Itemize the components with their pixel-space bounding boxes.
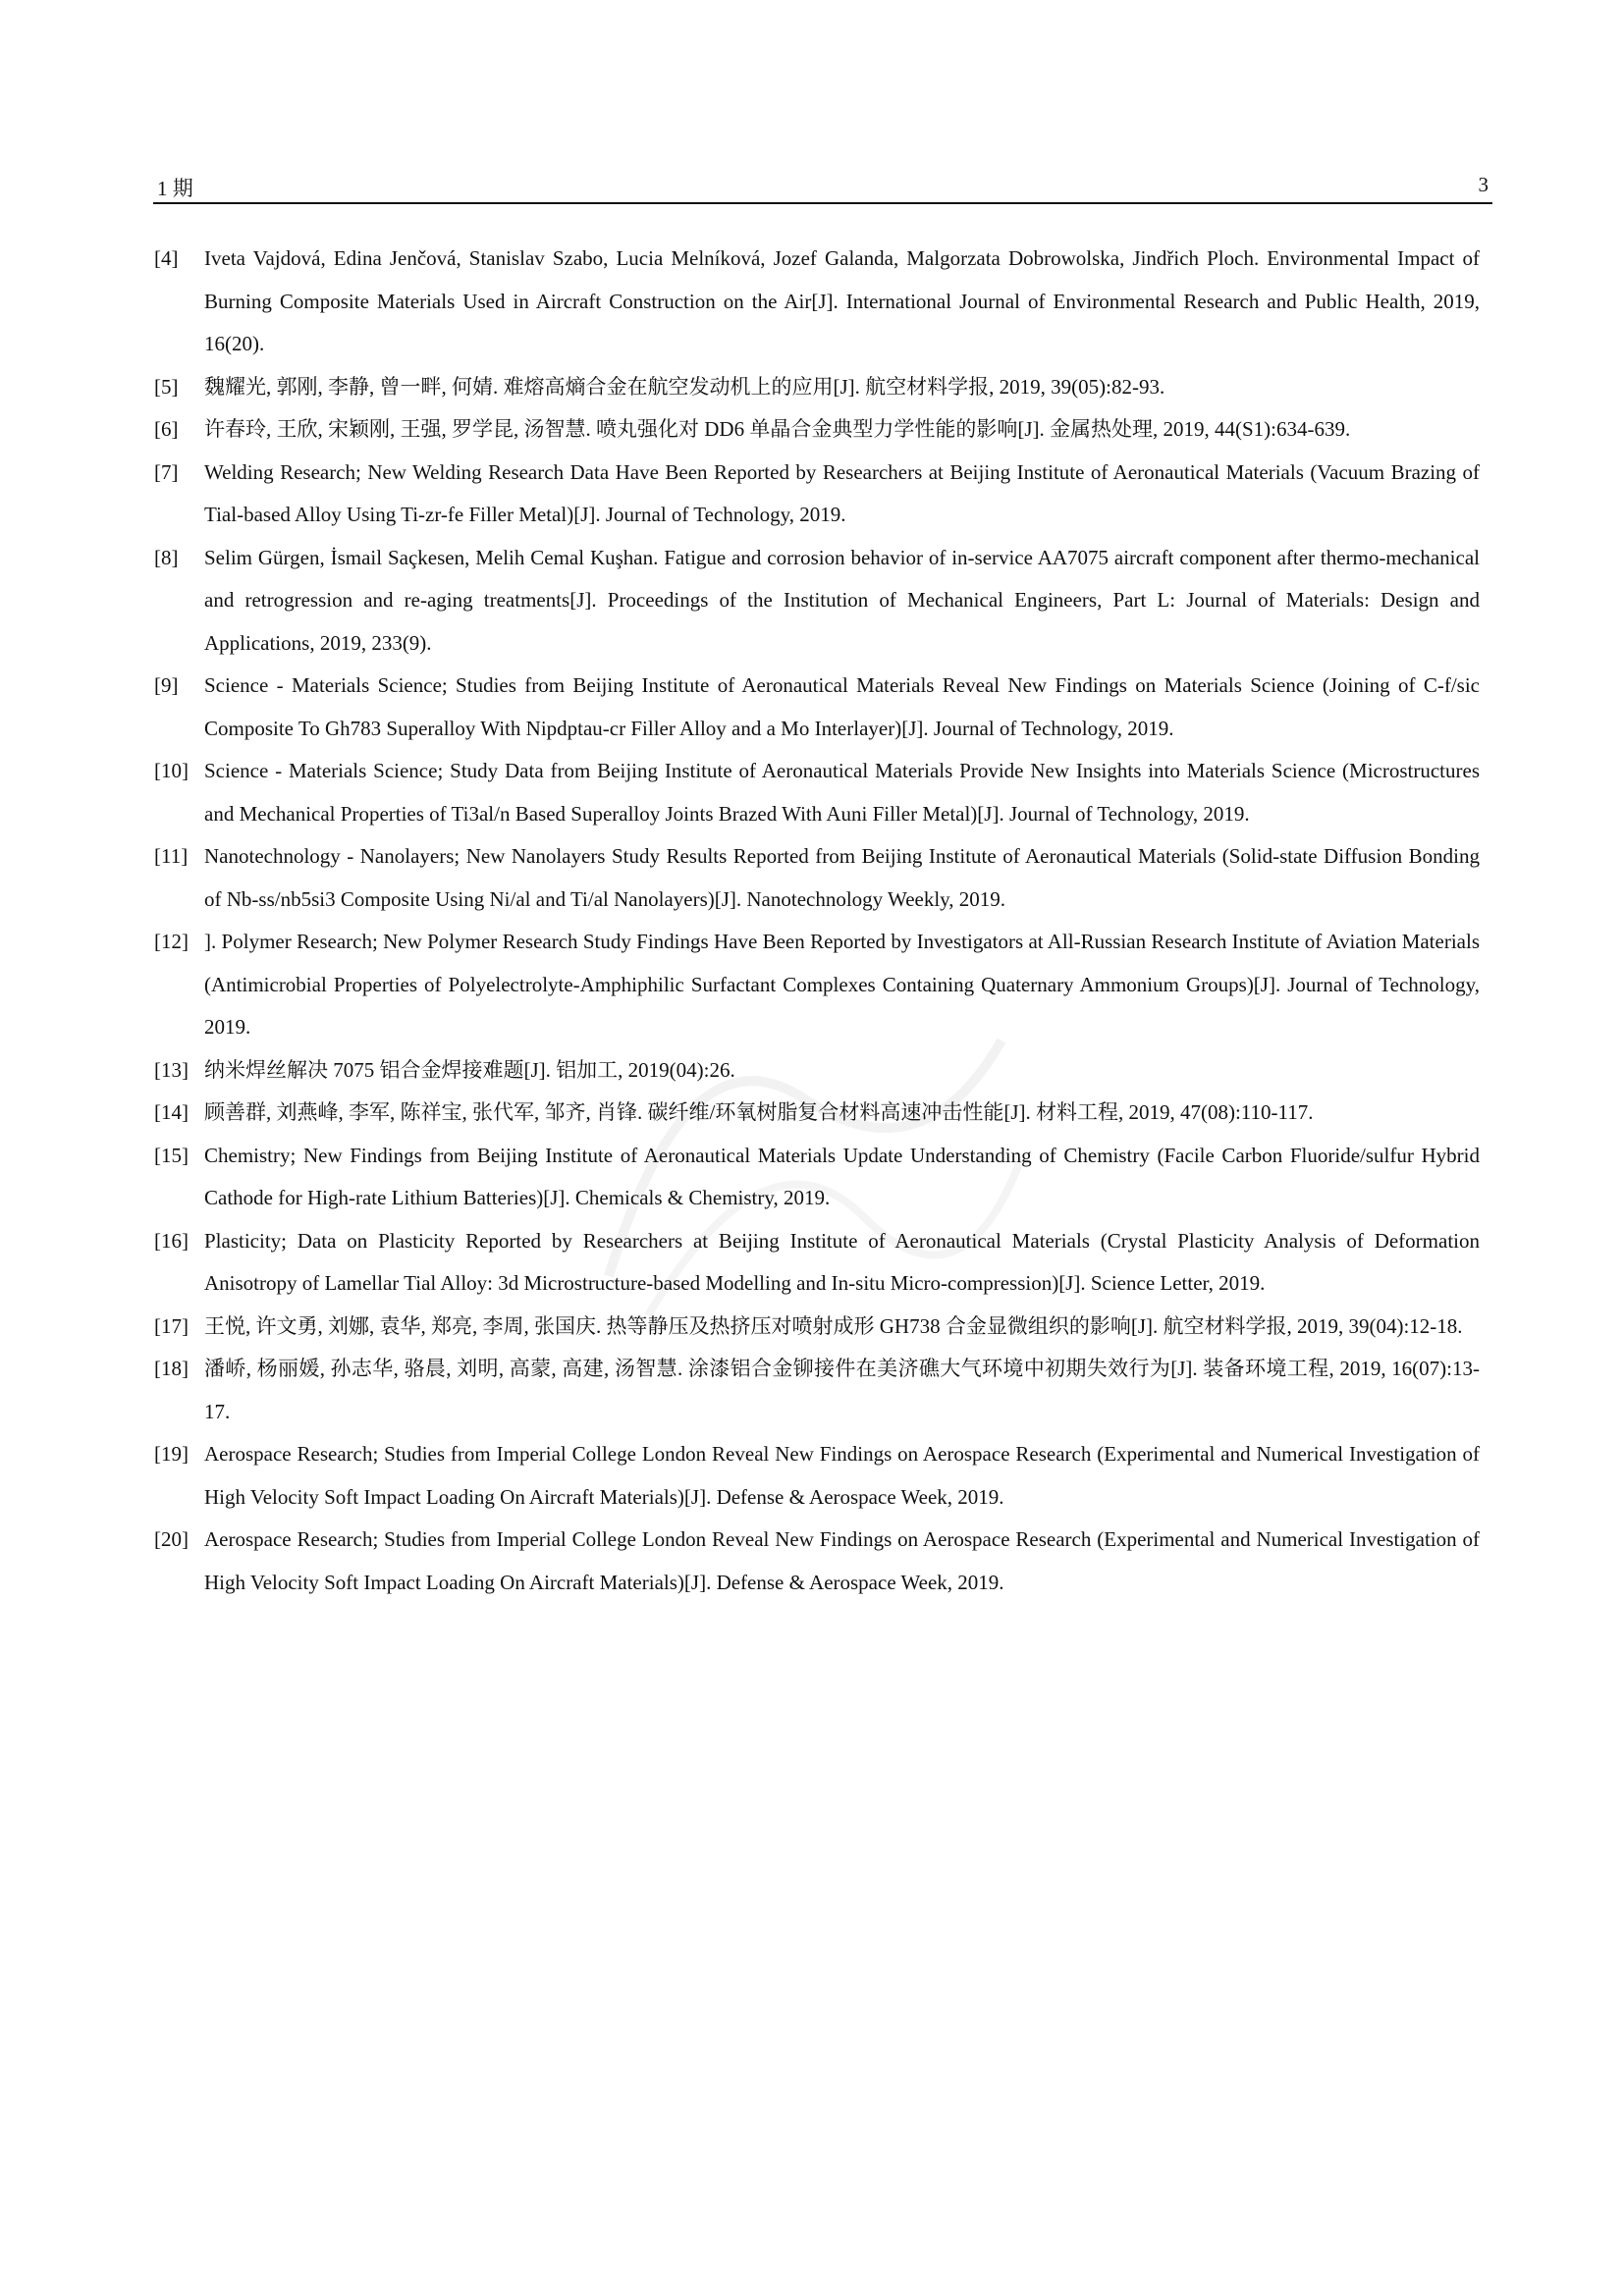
reference-list	[154, 238, 1480, 1604]
reference-number: [14]	[154, 1100, 189, 1124]
reference-item	[154, 1519, 1480, 1604]
reference-item	[154, 1348, 1480, 1433]
reference-item	[154, 1135, 1480, 1220]
reference-item	[154, 1306, 1480, 1349]
reference-item	[154, 921, 1480, 1049]
reference-item	[154, 1049, 1480, 1093]
reference-number: [8]	[154, 545, 179, 569]
reference-item	[154, 452, 1480, 537]
reference-text: 魏耀光, 郭刚, 李静, 曾一畔, 何婧. 难熔高熵合金在航空发动机上的应用[J]. 航空材料学报, 2019, 39(05):82-93.	[204, 374, 1165, 399]
reference-number: [11]	[154, 844, 189, 868]
reference-text: 顾善群, 刘燕峰, 李军, 陈祥宝, 张代军, 邹齐, 肖锋. 碳纤维/环氧树脂复合材料高速冲击性能[J]. 材料工程, 2019, 47(08):110-117.	[204, 1100, 1314, 1124]
reference-text: Plasticity; Data on Plasticity Reported by Researchers at Beijing Institute of Aeronautical Materials (Crystal Plasticity Analysis of Deformation Anisotropy of Lamellar Tial Alloy: 3d Microstructure-based Modelling and In-situ Micro-compression)[J]. Science Letter, 2019.	[204, 1228, 1480, 1295]
reference-number: [4]	[154, 246, 179, 270]
reference-text: 王悦, 许文勇, 刘娜, 袁华, 郑亮, 李周, 张国庆. 热等静压及热挤压对喷射成形 GH738 合金显微组织的影响[J]. 航空材料学报, 2019, 39(04):12-18.	[204, 1313, 1463, 1338]
reference-item	[154, 1433, 1480, 1519]
reference-item	[154, 750, 1480, 835]
reference-item	[154, 1220, 1480, 1306]
reference-number: [17]	[154, 1313, 189, 1338]
reference-text: ]. Polymer Research; New Polymer Research Study Findings Have Been Reported by Investigators at All-Russian Research Institute of Aviation Materials (Antimicrobial Properties of Polyelectrolyte-Amphiphilic Surfactant Complexes Containing Quaternary Ammonium Groups)[J]. Journal of Technology, 2019.	[204, 930, 1480, 1039]
reference-item	[154, 408, 1480, 452]
reference-number: [16]	[154, 1228, 189, 1253]
reference-text: 纳米焊丝解决 7075 铝合金焊接难题[J]. 铝加工, 2019(04):26.	[204, 1057, 735, 1082]
reference-number: [15]	[154, 1143, 189, 1167]
reference-text: Iveta Vajdová, Edina Jenčová, Stanislav Szabo, Lucia Melníková, Jozef Galanda, Malgorzata Dobrowolska, Jindřich Ploch. Environmental Impact of Burning Composite Materials Used in Aircraft Construction on the Air[J]. International Journal of Environmental Research and Public Health, 2019, 16(20).	[204, 246, 1480, 355]
reference-item	[154, 537, 1480, 666]
reference-number: [6]	[154, 417, 179, 441]
reference-text: Aerospace Research; Studies from Imperial College London Reveal New Findings on Aerospace Research (Experimental and Numerical Investigation of High Velocity Soft Impact Loading On Aircraft Materials)[J]. Defense & Aerospace Week, 2019.	[204, 1527, 1480, 1594]
reference-item	[154, 366, 1480, 409]
issue-label: 1 期	[157, 177, 193, 200]
reference-item	[154, 238, 1480, 366]
reference-text: 许春玲, 王欣, 宋颖刚, 王强, 罗学昆, 汤智慧. 喷丸强化对 DD6 单晶合金典型力学性能的影响[J]. 金属热处理, 2019, 44(S1):634-639.	[204, 417, 1351, 441]
reference-text: Chemistry; New Findings from Beijing Institute of Aeronautical Materials Update Understanding of Chemistry (Facile Carbon Fluoride/sulfur Hybrid Cathode for High-rate Lithium Batteries)[J]. Chemicals & Chemistry, 2019.	[204, 1143, 1480, 1209]
reference-text: Nanotechnology - Nanolayers; New Nanolayers Study Results Reported from Beijing Institute of Aeronautical Materials (Solid-state Diffusion Bonding of Nb-ss/nb5si3 Composite Using Ni/al and Ti/al Nanolayers)[J]. Nanotechnology Weekly, 2019.	[204, 844, 1480, 911]
page-number: 3	[1478, 173, 1489, 196]
reference-number: [5]	[154, 374, 179, 399]
reference-text: Aerospace Research; Studies from Imperial College London Reveal New Findings on Aerospace Research (Experimental and Numerical Investigation of High Velocity Soft Impact Loading On Aircraft Materials)[J]. Defense & Aerospace Week, 2019.	[204, 1442, 1480, 1509]
reference-text: Welding Research; New Welding Research Data Have Been Reported by Researchers at Beijing Institute of Aeronautical Materials (Vacuum Brazing of Tial-based Alloy Using Ti-zr-fe Filler Metal)[J]. Journal of Technology, 2019.	[204, 459, 1480, 526]
reference-number: [9]	[154, 673, 179, 697]
reference-number: [18]	[154, 1357, 189, 1380]
reference-item	[154, 665, 1480, 750]
reference-text: Selim Gürgen, İsmail Saçkesen, Melih Cemal Kuşhan. Fatigue and corrosion behavior of in-service AA7075 aircraft component after thermo-mechanical and retrogression and re-aging treatments[J]. Proceedings of the Institution of Mechanical Engineers, Part L: Journal of Materials: Design and Applications, 2019, 233(9).	[204, 545, 1480, 655]
reference-text: 潘峤, 杨丽媛, 孙志华, 骆晨, 刘明, 高蒙, 高建, 汤智慧. 涂漆铝合金铆接件在美济礁大气环境中初期失效行为[J]. 装备环境工程, 2019, 16(07):13-17.	[204, 1357, 1480, 1423]
reference-text: Science - Materials Science; Study Data from Beijing Institute of Aeronautical Materials Provide New Insights into Materials Science (Microstructures and Mechanical Properties of Ti3al/n Based Superalloy Joints Brazed With Auni Filler Metal)[J]. Journal of Technology, 2019.	[204, 759, 1480, 826]
reference-item	[154, 1092, 1480, 1135]
reference-number: [12]	[154, 930, 189, 953]
running-header	[153, 169, 1492, 204]
reference-number: [13]	[154, 1057, 189, 1082]
reference-item	[154, 835, 1480, 921]
reference-number: [7]	[154, 459, 179, 484]
reference-number: [10]	[154, 759, 189, 782]
reference-number: [19]	[154, 1442, 189, 1466]
reference-text: Science - Materials Science; Studies from Beijing Institute of Aeronautical Materials Reveal New Findings on Materials Science (Joining of C-f/sic Composite To Gh783 Superalloy With Nipdptau-cr Filler Alloy and a Mo Interlayer)[J]. Journal of Technology, 2019.	[204, 673, 1480, 740]
reference-number: [20]	[154, 1527, 189, 1551]
